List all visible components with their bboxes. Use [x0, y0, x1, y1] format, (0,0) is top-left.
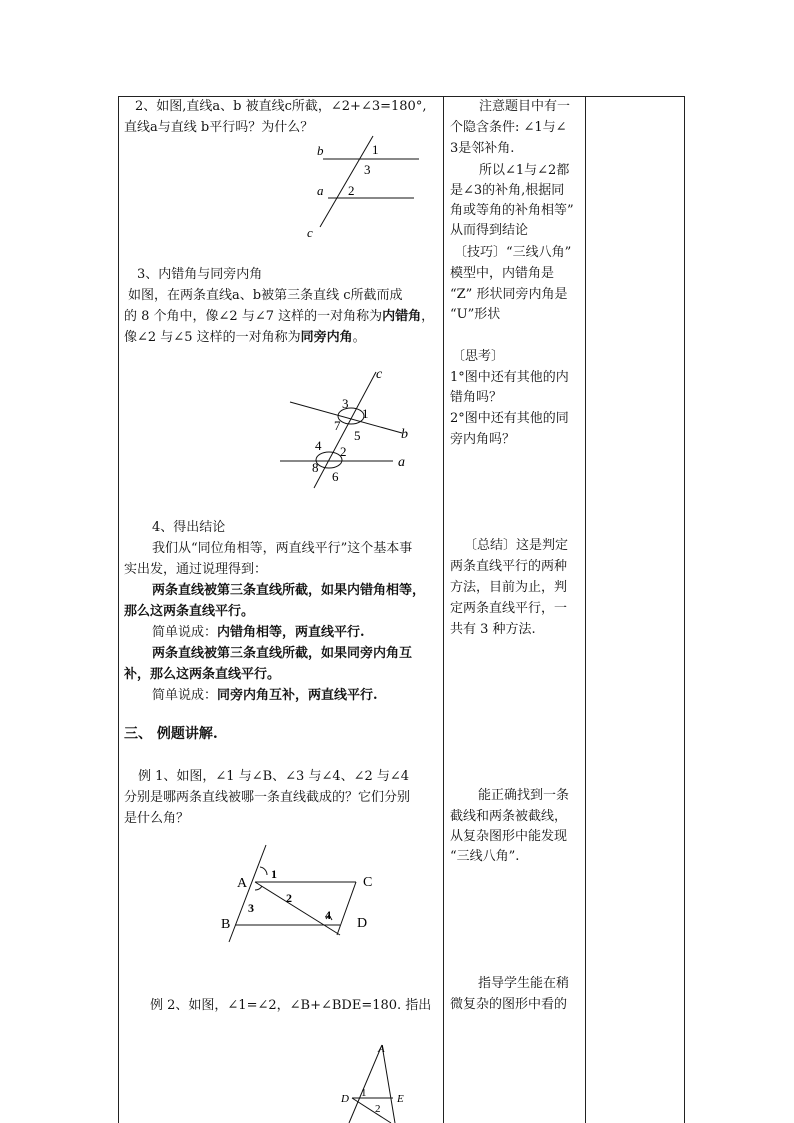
point-D-label: D: [341, 1093, 349, 1105]
theorem2-line1: 两条直线被第三条直线所截，如果同旁内角互: [152, 646, 413, 661]
angle-3-label: 3: [248, 901, 254, 915]
angle-1-label: 1: [361, 1087, 367, 1099]
figure-parallel-lines-1: [300, 136, 430, 241]
angle-1-label: 1: [271, 867, 277, 881]
angle-2-label: 2: [286, 891, 292, 905]
angle-2-label: 2: [340, 444, 347, 459]
line-a-label: a: [398, 455, 405, 470]
section4-line1: 我们从“同位角相等，两直线平行”这个基本事: [152, 541, 413, 556]
line-c-label: c: [376, 367, 383, 382]
point-A-label: A: [237, 876, 248, 891]
q2-line1: 2、如图,直线a、b 被直线c所截，∠2+∠3=180°,: [135, 99, 427, 114]
example2-line1: 例 2、如图，∠1=∠2，∠B+∠BDE=180. 指出: [150, 998, 432, 1013]
line-c-label: c: [307, 225, 313, 240]
angle-7-label: 7: [334, 418, 341, 433]
angle-1-label: 1: [372, 142, 379, 157]
line-b-label: b: [317, 143, 324, 158]
figure-example1: [215, 845, 390, 945]
angle-8-label: 8: [312, 460, 319, 475]
section-examples-title: 三、 例题讲解.: [124, 726, 218, 742]
line-b-label: b: [401, 427, 408, 442]
point-D-label: D: [357, 916, 368, 931]
theorem2-line2: 补，那么这两条直线平行。: [124, 667, 281, 682]
angle-2-label: 2: [375, 1103, 381, 1115]
point-E-label: E: [397, 1093, 404, 1105]
angle-6-label: 6: [332, 469, 339, 484]
theorem1-line2: 那么这两条直线平行。: [124, 604, 255, 619]
angle-4-label: 4: [315, 438, 322, 453]
section3-para-line2: 的 8 个角中，像∠2 与∠7 这样的一对角称为内错角，: [124, 309, 435, 324]
example1-line1: 例 1、如图，∠1 与∠B、∠3 与∠4、∠2 与∠4: [138, 769, 410, 784]
angle-1-label: 1: [362, 406, 369, 421]
figure-example2: [335, 1040, 415, 1123]
figure-eight-angles: [280, 368, 420, 488]
column-divider-2: [585, 96, 586, 1123]
angle-3-label: 3: [364, 162, 371, 177]
section3-para-line3: 像∠2 与∠5 这样的一对角称为同旁内角。: [124, 330, 366, 345]
theorem2-short: 简单说成：同旁内角互补，两直线平行.: [152, 688, 378, 703]
q2-line2: 直线a与直线 b平行吗？为什么？: [124, 120, 314, 135]
section4-title: 4、得出结论: [152, 520, 226, 535]
section3-para-line1: 如图，在两条直线a、b被第三条直线 c所截而成: [128, 288, 403, 303]
theorem1-line1: 两条直线被第三条直线所截，如果内错角相等，: [152, 583, 426, 598]
point-A-label: A: [378, 1043, 385, 1055]
example1-line3: 是什么角？: [124, 811, 190, 826]
theorem1-short: 简单说成：内错角相等，两直线平行.: [152, 625, 365, 640]
angle-4-label: 4: [325, 908, 331, 922]
section4-line2: 实出发，通过说理得到：: [124, 562, 268, 577]
point-C-label: C: [363, 875, 373, 890]
angle-5-label: 5: [354, 428, 361, 443]
line-a-label: a: [317, 183, 324, 198]
point-B-label: B: [221, 917, 231, 932]
example1-line2: 分别是哪两条直线被哪一条直线截成的？它们分别: [124, 790, 411, 805]
angle-2-label: 2: [348, 183, 355, 198]
section3-title: 3、内错角与同旁内角: [137, 267, 263, 282]
column-divider-1: [443, 96, 444, 1123]
angle-3-label: 3: [342, 396, 349, 411]
